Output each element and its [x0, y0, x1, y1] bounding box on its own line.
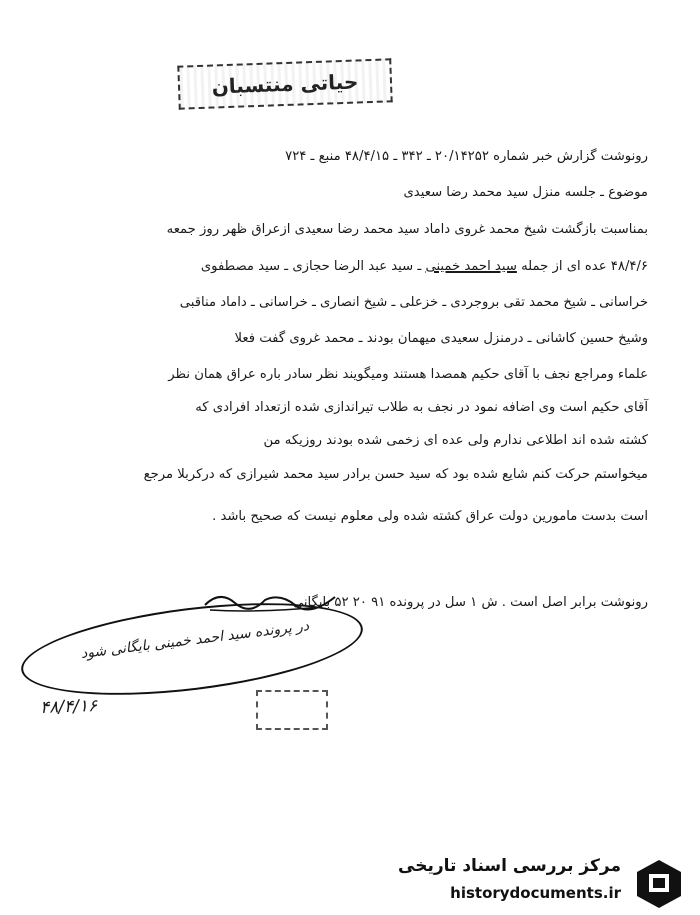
body-line-8: میخواستم حرکت کنم شایع شده بود که سید حسن برادر سید محمد شیرازی که درکربلا مرجع — [143, 467, 648, 482]
history-documents-logo-icon — [631, 856, 687, 910]
report-reference-line: رونوشت گزارش خبر شماره ۲۰/۱۴۲۵۲ ـ ۳۴۲ ـ ۴۸/۴/۱۵ منبع ـ ۷۲۴ — [285, 149, 648, 164]
watermark-title: مرکز بررسی اسناد تاریخی — [398, 856, 621, 876]
oval-note: در پرونده سید احمد خمینی بایگانی شود — [80, 618, 310, 662]
underlined-name: سید احمد خمینی — [425, 259, 517, 274]
body-line-2 — [201, 258, 648, 276]
watermark-url: historydocuments.ir — [450, 884, 621, 902]
copy-certification-line: رونوشت برابر اصل است . ش ۱ سل در پرونده ۹۱ ۲۰ ۵۲ بایگانی — [292, 595, 648, 610]
body-line-4: وشیخ حسین کاشانی ـ درمنزل سعیدی میهمان بودند ـ محمد غروی گفت فعلا — [234, 331, 648, 346]
top-stamp — [177, 58, 392, 109]
subject-line: موضوع ـ جلسه منزل سید محمد رضا سعیدی — [403, 185, 648, 200]
body-line-7: کشته شده اند اطلاعی ندارم ولی عده ای زخمی شده بودند روزیکه من — [263, 433, 648, 448]
body-line-2-end: ـ سید عبد الرضا حجازی ـ سید مصطفوی — [200, 259, 426, 274]
body-line-9: است بدست مامورین دولت عراق کشته شده ولی معلوم نیست که صحیح باشد . — [212, 509, 648, 524]
body-line-5: علماء ومراجع نجف با آقای حکیم همصدا هستند ومیگویند نظر سادر باره عراق همان نظر — [168, 367, 648, 382]
body-line-3: خراسانی ـ شیخ محمد تقی بروجردی ـ خزعلی ـ شیخ انصاری ـ خراسانی ـ داماد مناقبی — [179, 295, 648, 310]
body-line-2-start: ۴۸/۴/۶ عده ای از جمله — [516, 259, 648, 274]
top-stamp-text: حیاتی منتسبان — [211, 69, 359, 99]
watermark — [400, 850, 695, 910]
handwritten-date: ۴۸/۴/۱۶ — [39, 696, 98, 718]
small-stamp-box — [256, 690, 328, 730]
body-line-1: بمناسبت بازگشت شیخ محمد غروی داماد سید محمد رضا سعیدی ازعراق ظهر روز جمعه — [166, 222, 648, 237]
body-line-6: آقای حکیم است وی اضافه نمود در نجف به طلاب تیراندازی شده ازتعداد افرادی که — [195, 400, 648, 415]
